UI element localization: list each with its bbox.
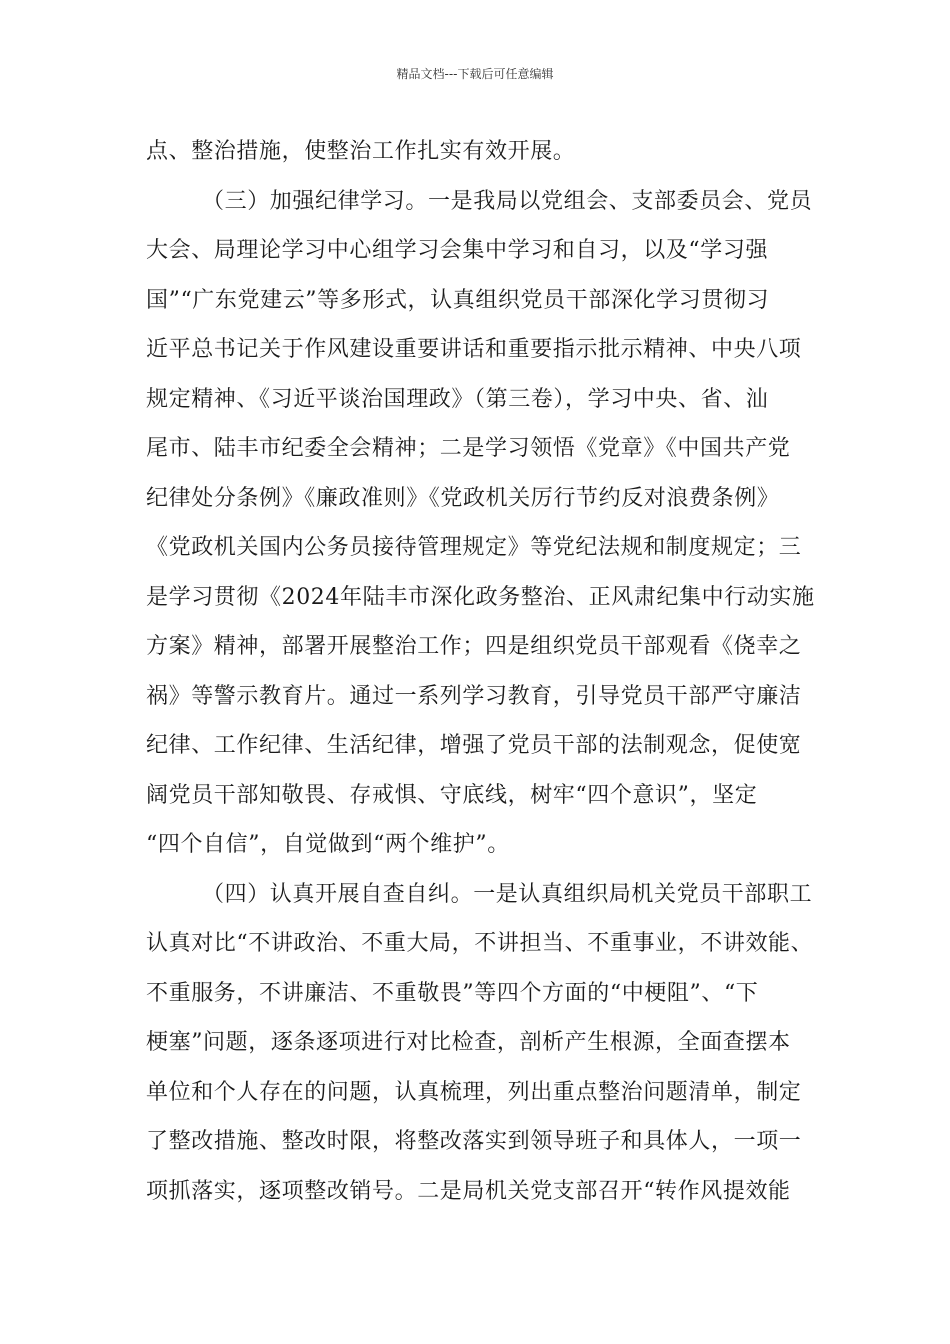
text-line: （四）认真开展自查自纠。一是认真组织局机关党员干部职工 xyxy=(202,881,813,907)
paragraph-discipline-study xyxy=(146,177,815,870)
text-line: 近平总书记关于作风建设重要讲话和重要指示批示精神、中央八项 xyxy=(146,337,802,362)
text-line: 方案》精神，部署开展整治工作；四是组织党员干部观看《侥幸之 xyxy=(146,634,802,659)
text-line: 尾市、陆丰市纪委全会精神；二是学习领悟《党章》《中国共产党 xyxy=(146,436,791,461)
text-line: 单位和个人存在的问题，认真梳理，列出重点整治问题清单，制定 xyxy=(146,1079,802,1105)
text-line: 祸》等警示教育片。通过一系列学习教育，引导党员干部严守廉洁 xyxy=(146,683,802,709)
text-line: 国”“广东党建云”等多形式，认真组织党员干部深化学习贯彻习 xyxy=(146,287,770,313)
text-line: 了整改措施、整改时限，将整改落实到领导班子和具体人，一项一 xyxy=(146,1129,802,1154)
text-line: 纪律、工作纪律、生活纪律，增强了党员干部的法制观念，促使宽 xyxy=(146,733,802,758)
text-line: 认真对比“不讲政治、不重大局，不讲担当、不重事业，不讲效能、 xyxy=(146,931,814,956)
text-line: （三）加强纪律学习。一是我局以党组会、支部委员会、党员 xyxy=(202,188,813,214)
text-line: 是学习贯彻《2024年陆丰市深化政务整治、正风肃纪集中行动实施 xyxy=(146,584,815,610)
text-line: 大会、局理论学习中心组学习会集中学习和自习，以及“学习强 xyxy=(146,238,769,263)
text-line: 项抓落实，逐项整改销号。二是局机关党支部召开“转作风提效能 xyxy=(146,1178,791,1204)
text-line: 梗塞”问题，逐条逐项进行对比检查，剖析产生根源，全面查摆本 xyxy=(146,1030,791,1055)
page-header: 精品文档---下载后可任意编辑 xyxy=(396,67,554,81)
text-line: “四个自信”，自觉做到“两个维护”。 xyxy=(146,832,510,857)
text-line: 规定精神、《习近平谈治国理政》（第三卷），学习中央、省、汕 xyxy=(146,386,769,412)
text-line: 纪律处分条例》《廉政准则》《党政机关厉行节约反对浪费条例》 xyxy=(146,485,780,511)
paragraph-continuation xyxy=(146,127,810,177)
text-line: 点、整治措施，使整治工作扎实有效开展。 xyxy=(146,139,576,164)
text-line: 阔党员干部知敬畏、存戒惧、守底线，树牢“四个意识”，坚定 xyxy=(146,782,758,808)
text-line: 《党政机关国内公务员接待管理规定》等党纪法规和制度规定；三 xyxy=(146,535,802,560)
text-line: 不重服务，不讲廉洁、不重敬畏”等四个方面的“中梗阻”、“下 xyxy=(146,980,759,1006)
document-body xyxy=(146,127,815,1216)
paragraph-self-inspection xyxy=(146,870,814,1217)
